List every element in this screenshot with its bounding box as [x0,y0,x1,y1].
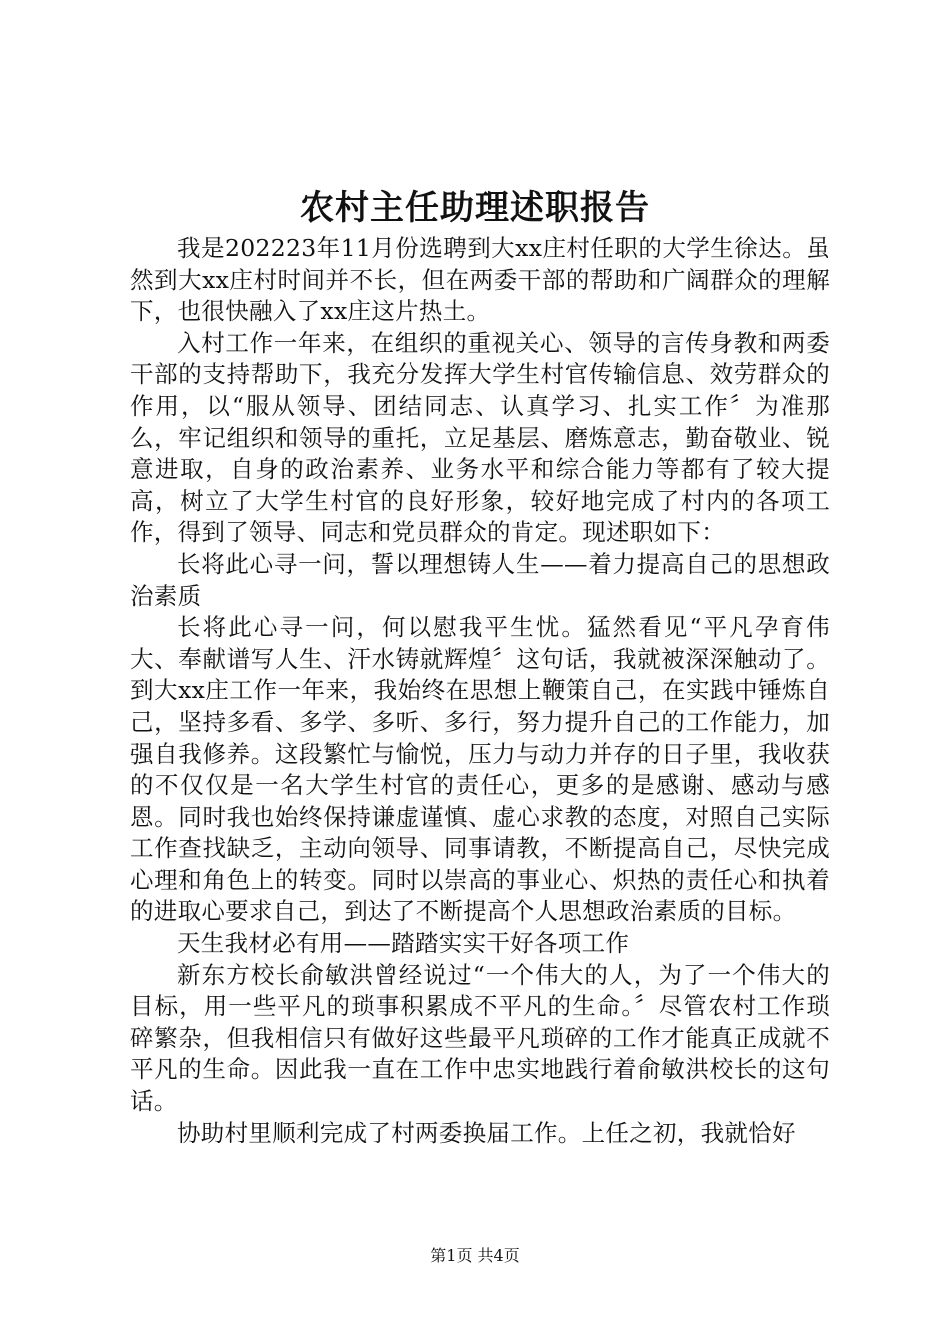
paragraph: 入村工作一年来，在组织的重视关心、领导的言传身教和两委干部的支持帮助下，我充分发挥大学生村官传输信息、效劳群众的作用，以“服从领导、团结同志、认真学习、扎实工作〞为准那么，牢记组织和领导的重托，立足基层、磨炼意志，勤奋敬业、锐意进取，自身的政治素养、业务水平和综合能力等都有了较大提高，树立了大学生村官的良好形象，较好地完成了村内的各项工作，得到了领导、同志和党员群众的肯定。现述职如下： [130,328,830,547]
paragraph: 协助村里顺利完成了村两委换届工作。上任之初，我就恰好 [177,1118,796,1147]
paragraph: 我是202223年11月份选聘到大xx庄村任职的大学生徐达。虽然到大xx庄村时间并不长，但在两委干部的帮助和广阔群众的理解下，也很快融入了xx庄这片热土。 [130,234,830,326]
page-title: 农村主任助理述职报告 [300,188,650,228]
section-heading: 长将此心寻一问，誓以理想铸人生——着力提高自己的思想政治素质 [130,549,830,610]
section-heading: 天生我材必有用——踏踏实实干好各项工作 [177,929,630,958]
paragraph: 新东方校长俞敏洪曾经说过“一个伟大的人，为了一个伟大的目标，用一些平凡的琐事积累成不平凡的生命。〞尽管农村工作琐碎繁杂，但我相信只有做好这些最平凡琐碎的工作才能真正成就不平凡的生命。因此我一直在工作中忠实地践行着俞敏洪校长的这句话。 [130,960,830,1116]
document-body [130,233,830,1149]
page-number-footer: 第1页 共4页 [430,1246,520,1265]
paragraph: 长将此心寻一问，何以慰我平生忧。猛然看见“平凡孕育伟大、奉献谱写人生、汗水铸就辉煌〞这句话，我就被深深触动了。到大xx庄工作一年来，我始终在思想上鞭策自己，在实践中锤炼自己，坚持多看、多学、多听、多行，努力提升自己的工作能力，加强自我修养。这段繁忙与愉悦，压力与动力并存的日子里，我收获的不仅仅是一名大学生村官的责任心，更多的是感谢、感动与感恩。同时我也始终保持谦虚谨慎、虚心求教的态度，对照自己实际工作查找缺乏，主动向领导、同事请教，不断提高自己，尽快完成心理和角色上的转变。同时以崇高的事业心、炽热的责任心和执着的进取心要求自己，到达了不断提高个人思想政治素质的目标。 [130,613,830,926]
